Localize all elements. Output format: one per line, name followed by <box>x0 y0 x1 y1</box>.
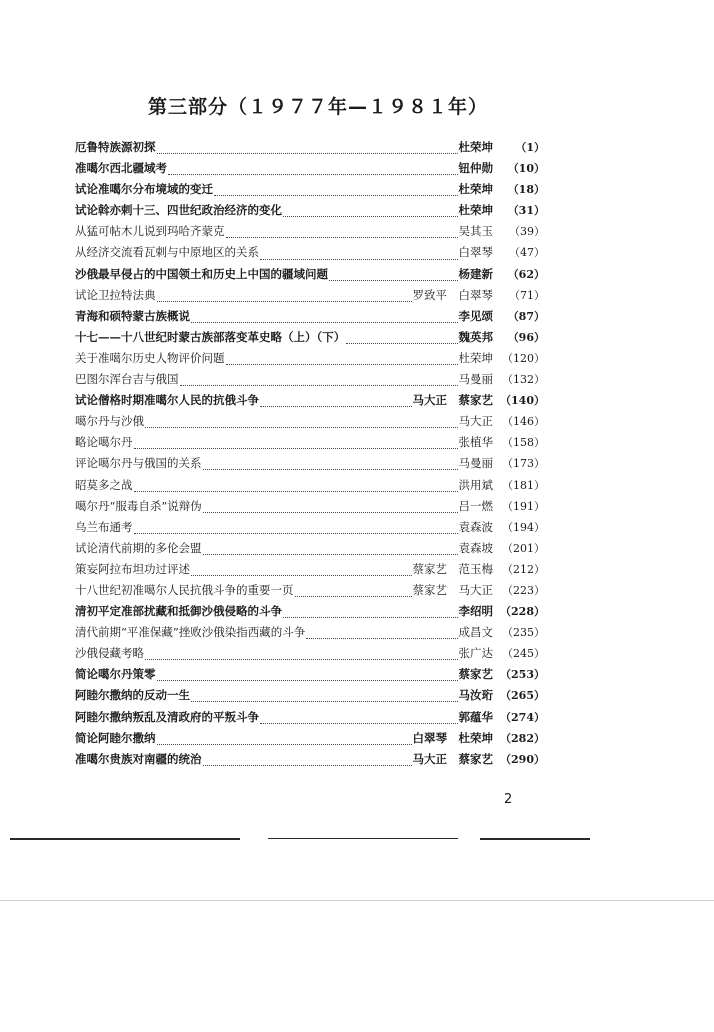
toc-entry-page: （173） <box>502 457 545 471</box>
toc-entry-author: 袁森波 <box>458 519 493 534</box>
toc-entry-page: （228） <box>500 605 545 619</box>
toc-entry-title: 昭莫多之战 <box>75 477 133 492</box>
toc-leader-dots <box>226 352 458 365</box>
toc-entry <box>75 327 545 348</box>
toc-leader-dots <box>283 605 458 618</box>
toc-entry-author: 马曼丽 <box>458 372 493 387</box>
toc-entry-page: （158） <box>502 436 545 450</box>
toc-entry-title: 噶尔丹与沙俄 <box>75 414 144 429</box>
scan-rule-middle <box>268 838 458 839</box>
toc-entry <box>75 432 545 453</box>
toc-entry <box>75 475 545 496</box>
toc-entry-page: （87） <box>507 309 545 323</box>
toc-leader-dots <box>157 289 412 302</box>
toc-leader-dots <box>226 225 458 238</box>
toc-entry-page: （194） <box>502 520 545 534</box>
toc-entry-title: 略论噶尔丹 <box>75 435 133 450</box>
toc-leader-dots <box>283 204 458 217</box>
toc-entry <box>75 538 545 559</box>
toc-entry-title: 简论噶尔丹策零 <box>75 667 156 682</box>
toc-entry-author: 杜荣坤 <box>458 140 493 154</box>
toc-entry <box>75 685 545 706</box>
toc-leader-dots <box>214 183 458 196</box>
toc-entry-page: （223） <box>502 583 545 597</box>
toc-entry-page: （290） <box>500 752 545 766</box>
toc-entry <box>75 496 545 517</box>
toc-entry-author: 杜荣坤 <box>458 350 493 365</box>
toc-leader-dots <box>329 268 458 281</box>
toc-leader-dots <box>191 689 458 702</box>
toc-entry-title: 准噶尔西北疆域考 <box>75 161 167 176</box>
toc-entry <box>75 158 545 179</box>
toc-entry-title: 试论斡亦剌十三、四世纪政治经济的变化 <box>75 203 282 218</box>
toc-entry <box>75 664 545 685</box>
toc-entry-page: （265） <box>500 689 545 703</box>
toc-entry <box>75 453 545 474</box>
toc-entry <box>75 517 545 538</box>
toc-leader-dots <box>180 373 458 386</box>
toc-entry-title: 噶尔丹“服毒自杀”说辩伪 <box>75 498 202 513</box>
toc-entry-page: （245） <box>502 647 545 661</box>
toc-entry-page: （10） <box>507 162 545 176</box>
page-number: 2 <box>504 792 513 807</box>
toc-entry-title: 十八世纪初准噶尔人民抗俄斗争的重要一页 <box>75 582 294 597</box>
toc-entry-title: 评论噶尔丹与俄国的关系 <box>75 456 202 471</box>
toc-entry-title: 清初平定准部扰藏和抵御沙俄侵略的斗争 <box>75 604 282 619</box>
toc-entry-author: 罗致平 白翠琴 <box>412 287 493 302</box>
toc-leader-dots <box>134 436 458 449</box>
toc-entry-author: 吕一燃 <box>458 498 493 513</box>
section-title: 第三部分（１９７７年—１９８１年） <box>148 96 489 118</box>
scan-rule-left <box>10 838 240 840</box>
toc-entry <box>75 622 545 643</box>
toc-entry <box>75 200 545 221</box>
toc-entry-author: 蔡家艺 马大正 <box>412 582 493 597</box>
toc-entry-title: 试论僧格时期准噶尔人民的抗俄斗争 <box>75 393 259 408</box>
toc-entry-author: 成昌文 <box>458 625 493 640</box>
toc-leader-dots <box>157 668 458 681</box>
toc-entry-author: 李见颂 <box>458 308 493 323</box>
toc-entry-title: 青海和硕特蒙古族概说 <box>75 308 190 323</box>
toc-entry <box>75 369 545 390</box>
toc-entry-page: （120） <box>502 351 545 365</box>
toc-entry-page: （181） <box>502 478 545 492</box>
toc-entry-title: 厄鲁特族源初探 <box>75 140 156 154</box>
toc-entry-page: （140） <box>500 394 545 408</box>
toc-entry-author: 马大正 蔡家艺 <box>412 751 493 766</box>
toc-leader-dots <box>203 500 458 513</box>
toc-leader-dots <box>203 542 458 555</box>
toc-entry <box>75 601 545 622</box>
toc-leader-dots <box>306 626 457 639</box>
toc-entry-page: （132） <box>502 373 545 387</box>
toc-entry-author: 马大正 <box>458 414 493 429</box>
toc-entry <box>75 306 545 327</box>
toc-entry-title: 巴图尔浑台吉与俄国 <box>75 372 179 387</box>
toc-entry <box>75 559 545 580</box>
toc-entry-title: 阿睦尔撒纳的反动一生 <box>75 688 190 703</box>
toc-entry-page: （96） <box>507 330 545 344</box>
toc-leader-dots <box>260 711 458 724</box>
toc-entry-page: （235） <box>502 626 545 640</box>
toc-entry-title: 试论准噶尔分布境域的变迁 <box>75 182 213 197</box>
toc-entry <box>75 707 545 728</box>
toc-entry-author: 杜荣坤 <box>458 182 493 197</box>
toc-entry-title: 十七——十八世纪时蒙古族部落变革史略（上）（下） <box>75 329 346 344</box>
toc-entry-page: （1） <box>515 141 545 154</box>
toc-leader-dots <box>191 310 458 323</box>
toc-entry-page: （212） <box>502 562 545 576</box>
toc-entry <box>75 348 545 369</box>
toc-entry-author: 李绍明 <box>458 604 493 619</box>
toc-entry <box>75 728 545 749</box>
toc-entry-author: 张植华 <box>458 435 493 450</box>
toc-entry <box>75 643 545 664</box>
toc-entry-page: （62） <box>507 267 545 281</box>
toc-entry-author: 钮仲勋 <box>458 161 493 176</box>
toc-entry-page: （253） <box>500 668 545 682</box>
toc-entry <box>75 242 545 263</box>
toc-leader-dots <box>145 647 458 660</box>
toc-entry-title: 试论清代前期的多伦会盟 <box>75 540 202 555</box>
toc-entry-page: （47） <box>509 246 545 260</box>
toc-leader-dots <box>168 162 458 175</box>
toc-entry-author: 马大正 蔡家艺 <box>412 393 493 408</box>
toc-entry <box>75 580 545 601</box>
toc-entry-author: 吴其玉 <box>458 224 493 239</box>
toc-entry-author: 马汝珩 <box>458 688 493 703</box>
toc-entry-author: 郭蕴华 <box>458 709 493 724</box>
toc-entry-page: （201） <box>502 541 545 555</box>
toc-entry-author: 洪用斌 <box>458 477 493 492</box>
toc-entry-title: 准噶尔贵族对南疆的统治 <box>75 751 202 766</box>
toc-entry-author: 蔡家艺 <box>458 667 493 682</box>
scan-rule-right <box>480 838 590 840</box>
toc-entry-author: 白翠琴 <box>458 245 493 260</box>
toc-leader-dots <box>157 732 412 745</box>
toc-entry-title: 乌兰布通考 <box>75 519 133 534</box>
toc-leader-dots <box>203 753 412 766</box>
toc-entry <box>75 179 545 200</box>
toc-entry-title: 从猛可帖木儿说到玛哈齐蒙克 <box>75 224 225 239</box>
toc-leader-dots <box>191 563 412 576</box>
toc-leader-dots <box>295 584 412 597</box>
toc-entry-page: （39） <box>509 225 545 239</box>
toc-entry-author: 白翠琴 杜荣坤 <box>412 730 493 745</box>
toc-entry <box>75 749 545 770</box>
toc-entry-author: 蔡家艺 范玉梅 <box>412 561 493 576</box>
toc-entry-title: 试论卫拉特法典 <box>75 287 156 302</box>
toc-entry-page: （71） <box>509 288 545 302</box>
toc-entry-title: 阿睦尔撒纳叛乱及清政府的平叛斗争 <box>75 709 259 724</box>
toc-entry <box>75 264 545 285</box>
toc-entry-author: 马曼丽 <box>458 456 493 471</box>
toc-entry <box>75 221 545 242</box>
toc-leader-dots <box>203 457 458 470</box>
toc-entry-author: 张广达 <box>458 646 493 661</box>
toc-entry-title: 沙俄最早侵占的中国领土和历史上中国的疆域问题 <box>75 266 328 281</box>
toc-entry-author: 杨建新 <box>458 266 493 281</box>
toc-entry-page: （282） <box>500 731 545 745</box>
toc-leader-dots <box>134 479 458 492</box>
toc-entry <box>75 411 545 432</box>
toc-entry-page: （146） <box>502 415 545 429</box>
table-of-contents <box>75 137 545 770</box>
toc-leader-dots <box>260 247 458 260</box>
toc-entry-author: 杜荣坤 <box>458 203 493 218</box>
toc-leader-dots <box>145 415 458 428</box>
toc-leader-dots <box>157 141 458 154</box>
toc-entry-title: 关于准噶尔历史人物评价问题 <box>75 350 225 365</box>
toc-entry-author: 魏英邦 <box>458 329 493 344</box>
toc-entry-title: 清代前期“平准保藏”挫败沙俄染指西藏的斗争 <box>75 625 306 640</box>
toc-entry-title: 从经济交流看瓦剌与中原地区的关系 <box>75 245 259 260</box>
toc-entry-page: （274） <box>500 710 545 724</box>
toc-entry-title: 简论阿睦尔撒纳 <box>75 730 156 745</box>
toc-leader-dots <box>260 394 412 407</box>
toc-entry <box>75 285 545 306</box>
toc-leader-dots <box>134 521 458 534</box>
scan-edge-line <box>0 900 714 901</box>
toc-leader-dots <box>346 331 457 344</box>
toc-entry-page: （191） <box>502 499 545 513</box>
toc-entry-title: 沙俄侵藏考略 <box>75 646 144 661</box>
toc-entry-title: 策妄阿拉布坦功过评述 <box>75 561 190 576</box>
toc-entry <box>75 137 545 158</box>
toc-entry-page: （31） <box>507 204 545 218</box>
toc-entry-author: 袁森坡 <box>458 540 493 555</box>
toc-entry-page: （18） <box>507 183 545 197</box>
toc-entry <box>75 390 545 411</box>
